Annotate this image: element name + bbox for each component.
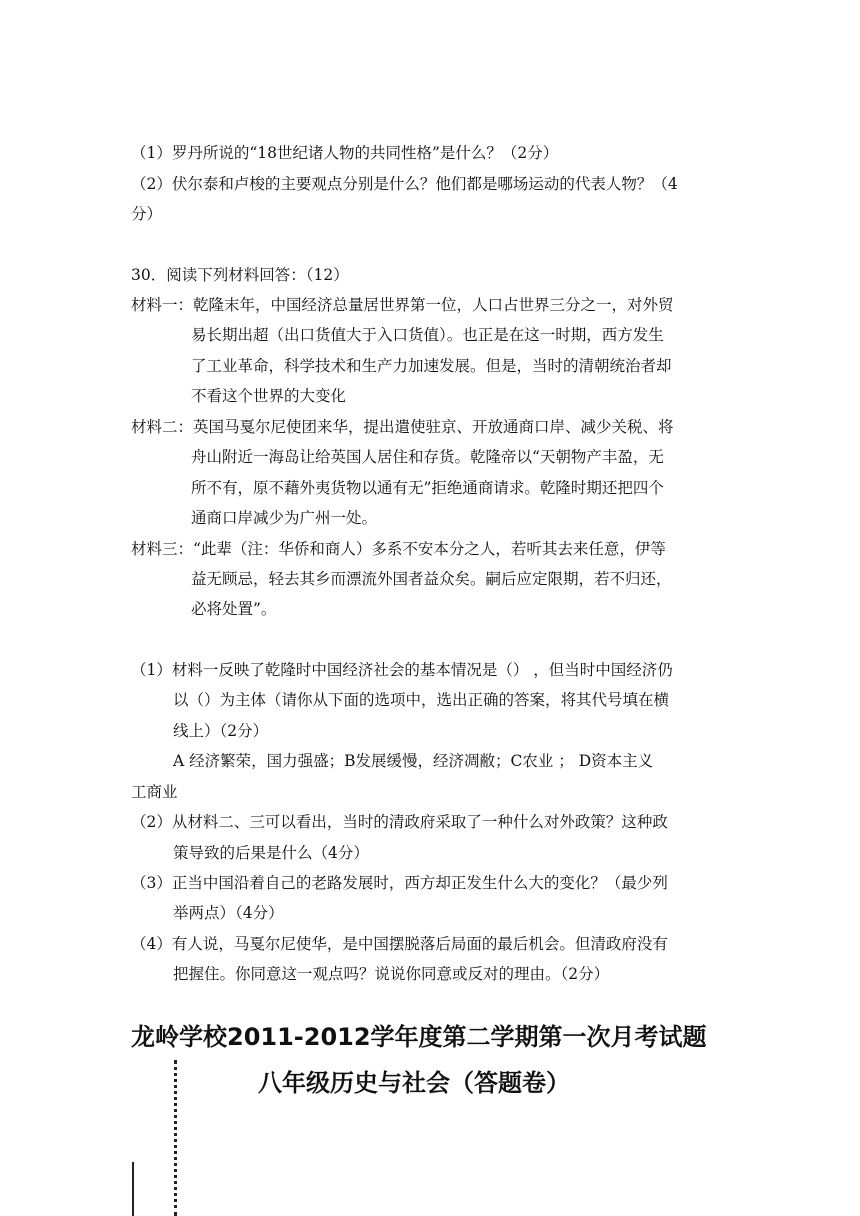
- q30-sub1-line: 以（）为主体（请你从下面的选项中，选出正确的答案，将其代号填在横: [173, 691, 670, 709]
- material-1-line: 了工业革命，科学技术和生产力加速发展。但是，当时的清朝统治者却: [191, 357, 672, 375]
- material-2-line: 舟山附近一海岛让给英国人居住和存货。乾隆帝以“天朝物产丰盈，无: [191, 448, 664, 466]
- q29-sub2-line1: （2）伏尔泰和卢梭的主要观点分别是什么？他们都是哪场运动的代表人物？（4: [131, 175, 678, 193]
- answer-sheet-title: 龙岭学校2011-2012学年度第二学期第一次月考试题: [131, 1023, 707, 1051]
- q30-sub2-line: 策导致的后果是什么（4分）: [173, 844, 369, 862]
- q29-sub1: （1）罗丹所说的“18世纪诸人物的共同性格”是什么？（2分）: [131, 144, 559, 162]
- material-2-line: 材料二：英国马戛尔尼使团来华，提出遣使驻京、开放通商口岸、减少关税、将: [131, 418, 674, 436]
- q30-sub1-line: （1）材料一反映了乾隆时中国经济社会的基本情况是（） ，但当时中国经济仍: [131, 661, 673, 679]
- material-1-line: 不看这个世界的大变化: [191, 387, 347, 405]
- binding-dotted-line: [174, 1060, 177, 1216]
- q30-sub4-line: （4）有人说，马戛尔尼使华，是中国摆脱落后局面的最后机会。但清政府没有: [131, 935, 668, 953]
- material-2-line: 所不有，原不藉外夷货物以通有无”拒绝通商请求。乾隆时期还把四个: [191, 479, 664, 497]
- answer-sheet-subtitle: 八年级历史与社会（答题卷）: [258, 1069, 570, 1097]
- binding-solid-line: [132, 1162, 134, 1216]
- q30-sub3-line: 举两点）（4分）: [173, 904, 284, 922]
- q30-sub4-line: 把握住。你同意这一观点吗？说说你同意或反对的理由。（2分）: [173, 965, 610, 983]
- q30-sub3-line: （3）正当中国沿着自己的老路发展时，西方却正发生什么大的变化？（最少列: [131, 874, 668, 892]
- q30-sub1-line: 线上）（2分）: [173, 722, 269, 740]
- material-1-line: 易长期出超（出口货值大于入口货值）。也正是在这一时期，西方发生: [191, 326, 664, 344]
- material-1-line: 材料一：乾隆末年，中国经济总量居世界第一位，人口占世界三分之一，对外贸: [131, 296, 674, 314]
- q30-sub2-line: （2）从材料二、三可以看出，当时的清政府采取了一种什么对外政策？这种政: [131, 813, 668, 831]
- q29-sub2-line2: 分）: [131, 205, 163, 223]
- q30-sub1-options: A 经济繁荣，国力强盛；B发展缓慢，经济凋敝；C农业 ； D资本主义: [173, 752, 654, 770]
- material-2-line: 通商口岸减少为广州一处。: [191, 509, 378, 527]
- material-3-line: 必将处置”。: [191, 600, 277, 618]
- q30-sub1-options-cont: 工商业: [131, 783, 178, 801]
- material-3-line: 材料三：“此辈（注：华侨和商人）多系不安本分之人，若听其去来任意，伊等: [131, 540, 666, 558]
- material-3-line: 益无顾忌，轻去其乡而漂流外国者益众矣。嗣后应定限期，若不归还，: [191, 570, 672, 588]
- q30-heading: 30．阅读下列材料回答：（12）: [131, 266, 349, 284]
